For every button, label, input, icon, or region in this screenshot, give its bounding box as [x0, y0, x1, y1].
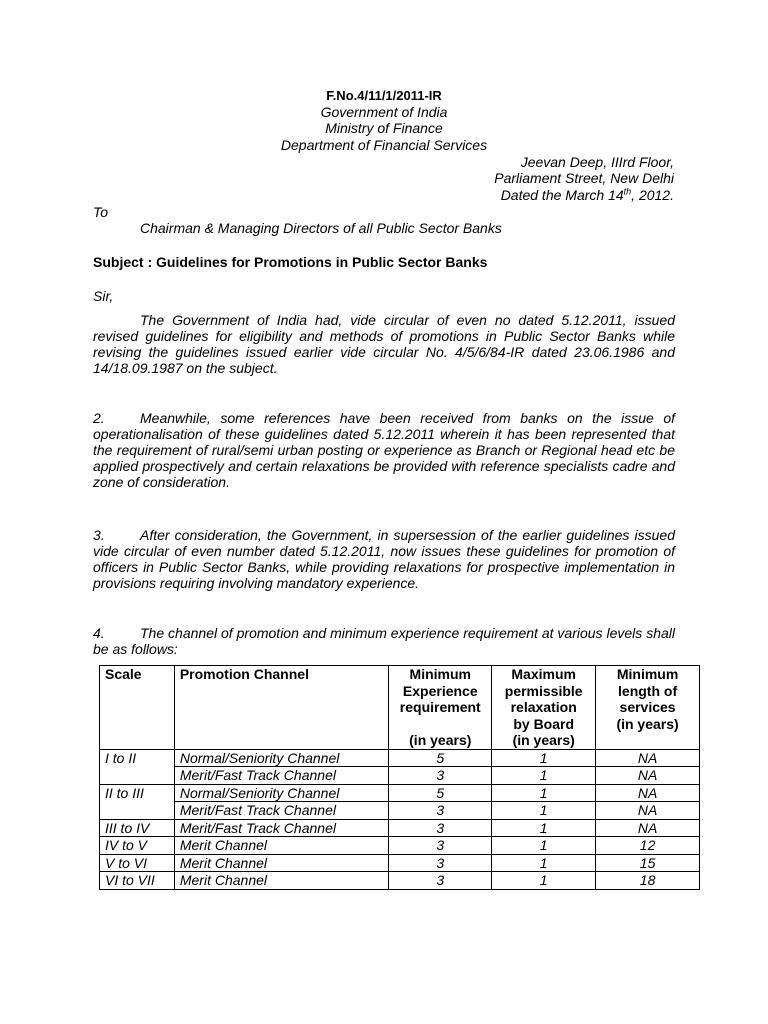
paragraph-4-number: 4.	[93, 625, 105, 641]
cell-min-length: 15	[596, 854, 700, 872]
cell-min-exp: 3	[389, 872, 492, 890]
cell-channel: Merit/Fast Track Channel	[174, 767, 388, 785]
header-min-length-service	[596, 666, 700, 750]
header-promotion-channel: Promotion Channel	[174, 666, 388, 750]
cell-min-exp: 3	[389, 767, 492, 785]
address-line-2: Parliament Street, New Delhi	[494, 170, 674, 186]
org-line-3: Department of Financial Services	[280, 137, 488, 153]
cell-min-length: NA	[596, 784, 700, 802]
header-min-exp-line-3: requirement	[399, 699, 481, 715]
cell-min-length: NA	[596, 819, 700, 837]
header-min-len-line-4: (in years)	[616, 715, 679, 732]
cell-scale: I to II	[100, 749, 175, 767]
paragraph-4	[93, 625, 675, 657]
to-label: To	[93, 204, 109, 220]
header-max-rel-unit: (in years)	[512, 732, 575, 748]
cell-channel: Merit Channel	[174, 837, 388, 855]
table-row	[100, 837, 700, 855]
cell-relaxation: 1	[492, 784, 596, 802]
address-line-1: Jeevan Deep, IIIrd Floor,	[520, 154, 674, 170]
date-line	[501, 187, 674, 204]
subject-line: Subject : Guidelines for Promotions in Public Sector Banks	[93, 254, 488, 270]
header-min-exp-line-1: Minimum	[409, 666, 471, 682]
paragraph-4-text: The channel of promotion and minimum experience requirement at various levels shall be as follows:	[93, 625, 675, 657]
cell-min-exp: 3	[389, 819, 492, 837]
table-row	[100, 749, 700, 767]
cell-relaxation: 1	[492, 767, 596, 785]
table-header-row	[100, 666, 700, 750]
promotion-table	[99, 665, 700, 890]
cell-min-exp: 5	[389, 784, 492, 802]
date-prefix: Dated the March 14	[500, 187, 624, 203]
cell-min-length: NA	[596, 802, 700, 820]
table-row	[100, 784, 700, 802]
table-row	[100, 819, 700, 837]
paragraph-3-text: After consideration, the Government, in supersession of the earlier guidelines issued vide circular of even number dated 5.12.2011, now issues these guidelines for promotion of officers in Public Sector Banks, while providing relaxations for prospective implementation in provisions requiring involving mandatory experience.	[93, 527, 675, 591]
cell-min-length: NA	[596, 767, 700, 785]
cell-scale: IV to V	[100, 837, 175, 855]
cell-min-exp: 3	[389, 837, 492, 855]
file-number: F.No.4/11/1/2011-IR	[326, 88, 442, 103]
cell-relaxation: 1	[492, 854, 596, 872]
cell-channel: Merit Channel	[174, 854, 388, 872]
cell-channel: Merit Channel	[174, 872, 388, 890]
cell-relaxation: 1	[492, 872, 596, 890]
paragraph-3	[93, 527, 675, 591]
cell-relaxation: 1	[492, 837, 596, 855]
header-max-rel-line-3: relaxation	[510, 699, 577, 715]
paragraph-2-number: 2.	[93, 410, 105, 426]
cell-scale: II to III	[100, 784, 175, 802]
header-min-len-line-2: length of	[618, 682, 678, 699]
cell-min-length: NA	[596, 749, 700, 767]
cell-min-length: 18	[596, 872, 700, 890]
date-superscript: th	[623, 186, 632, 197]
cell-channel: Merit/Fast Track Channel	[174, 802, 388, 820]
header-min-len-line-1: Minimum	[616, 666, 679, 682]
header-max-rel-line-1: Maximum	[511, 666, 576, 682]
cell-channel: Merit/Fast Track Channel	[174, 819, 388, 837]
cell-scale: III to IV	[100, 819, 175, 837]
paragraph-1-text: The Government of India had, vide circular of even no dated 5.12.2011, issued revised guidelines for eligibility and methods of promotions in Public Sector Banks while revising the guidelines issued earlier vide circular No. 4/5/6/84-IR dated 23.06.1986 and 14/18.09.1987 on the subject.	[93, 312, 675, 376]
header-max-rel-line-2: permissible	[504, 682, 583, 699]
header-max-rel-line-4: by Board	[513, 715, 575, 732]
header-max-relaxation	[492, 666, 596, 750]
cell-scale: VI to VII	[100, 872, 175, 890]
cell-min-exp: 3	[389, 854, 492, 872]
cell-min-length: 12	[596, 837, 700, 855]
header-scale: Scale	[100, 666, 175, 750]
cell-relaxation: 1	[492, 802, 596, 820]
date-suffix: , 2012.	[631, 187, 674, 203]
table-row	[100, 802, 700, 820]
header-min-exp-unit: (in years)	[409, 732, 472, 748]
cell-scale	[100, 767, 175, 785]
recipient-name: Chairman & Managing Directors of all Public Sector Banks	[140, 220, 502, 236]
cell-channel: Normal/Seniority Channel	[174, 784, 388, 802]
paragraph-2	[93, 410, 675, 490]
paragraph-1	[93, 312, 675, 376]
cell-min-exp: 5	[389, 749, 492, 767]
table-row	[100, 872, 700, 890]
cell-scale	[100, 802, 175, 820]
org-line-1: Government of India	[320, 104, 448, 120]
paragraph-2-text: Meanwhile, some references have been received from banks on the issue of operationalisation of these guidelines dated 5.12.2011 wherein it has been represented that the requirement of rural/semi urban posting or experience as Branch or Regional head etc be applied prospectively and certain relaxations be provided with reference specialists cadre and zone of consideration.	[93, 410, 675, 490]
header-min-len-line-3: services	[619, 699, 676, 715]
cell-min-exp: 3	[389, 802, 492, 820]
header-min-experience	[389, 666, 492, 750]
table-row	[100, 854, 700, 872]
org-line-2: Ministry of Finance	[325, 120, 443, 136]
cell-relaxation: 1	[492, 819, 596, 837]
table-row	[100, 767, 700, 785]
cell-scale: V to VI	[100, 854, 175, 872]
header-min-exp-line-2: Experience	[402, 682, 478, 699]
cell-channel: Normal/Seniority Channel	[174, 749, 388, 767]
paragraph-3-number: 3.	[93, 527, 105, 543]
cell-relaxation: 1	[492, 749, 596, 767]
salutation: Sir,	[93, 288, 114, 304]
